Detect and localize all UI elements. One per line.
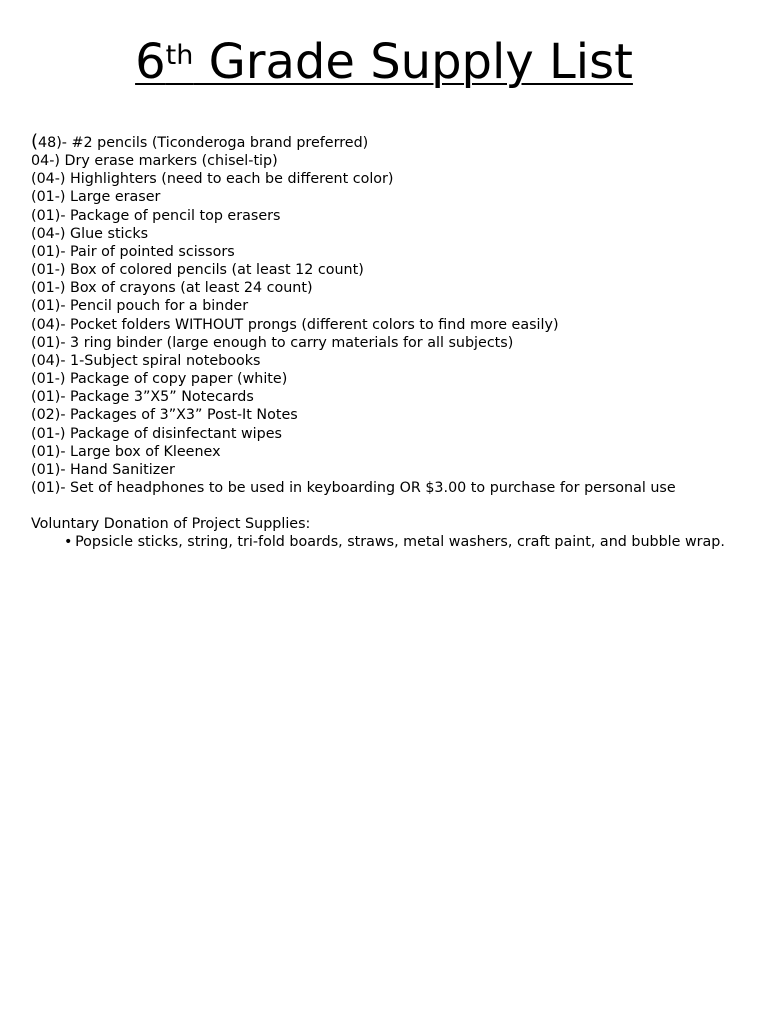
donation-item (60, 533, 740, 551)
supply-item (31, 133, 676, 152)
supply-item: (01)- 3 ring binder (large enough to carry materials for all subjects) (31, 334, 514, 351)
supply-item: (04-) Glue sticks (31, 225, 149, 242)
supply-item: (04)- Pocket folders WITHOUT prongs (different colors to find more easily) (31, 316, 559, 333)
title-number: 6 (135, 34, 166, 90)
supply-item: (01)- Hand Sanitizer (31, 461, 175, 478)
supply-item: (01-) Box of crayons (at least 24 count) (31, 280, 313, 297)
supply-item: (01)- Package 3”X5” Notecards (31, 389, 254, 406)
supply-item: (01-) Large eraser (31, 189, 161, 206)
supply-item-open-paren: ( (31, 131, 39, 152)
supply-item: (01-) Box of colored pencils (at least 12 count) (31, 262, 364, 279)
supply-item: (01)- Pair of pointed scissors (31, 243, 235, 260)
supply-item: (01-) Package of copy paper (white) (31, 371, 288, 388)
supply-item: 04-) Dry erase markers (chisel-tip) (31, 153, 278, 170)
supply-item: (01)- Set of headphones to be used in keyboarding OR $3.00 to purchase for personal use (31, 479, 676, 496)
supply-item: (01)- Package of pencil top erasers (31, 207, 281, 224)
supply-item: (04)- 1-Subject spiral notebooks (31, 352, 261, 369)
donation-item-text: Popsicle sticks, string, tri-fold boards, straws, metal washers, craft paint, and bubble wrap. (75, 534, 725, 550)
page-title (0, 30, 768, 94)
supply-item: (01-) Package of disinfectant wipes (31, 425, 282, 442)
supply-item: (04-) Highlighters (need to each be different color) (31, 171, 394, 188)
title-text: Grade Supply List (193, 34, 633, 90)
supply-item: (02)- Packages of 3”X3” Post-It Notes (31, 407, 298, 424)
bullet-icon: • (64, 534, 73, 550)
donation-heading: Voluntary Donation of Project Supplies: (31, 516, 311, 532)
donation-list (60, 533, 740, 551)
supply-item-text: 48)- #2 pencils (Ticonderoga brand preferred) (38, 135, 369, 151)
supply-list (31, 133, 676, 497)
title-superscript: th (165, 40, 194, 71)
supply-item: (01)- Pencil pouch for a binder (31, 298, 249, 315)
supply-item: (01)- Large box of Kleenex (31, 443, 221, 460)
